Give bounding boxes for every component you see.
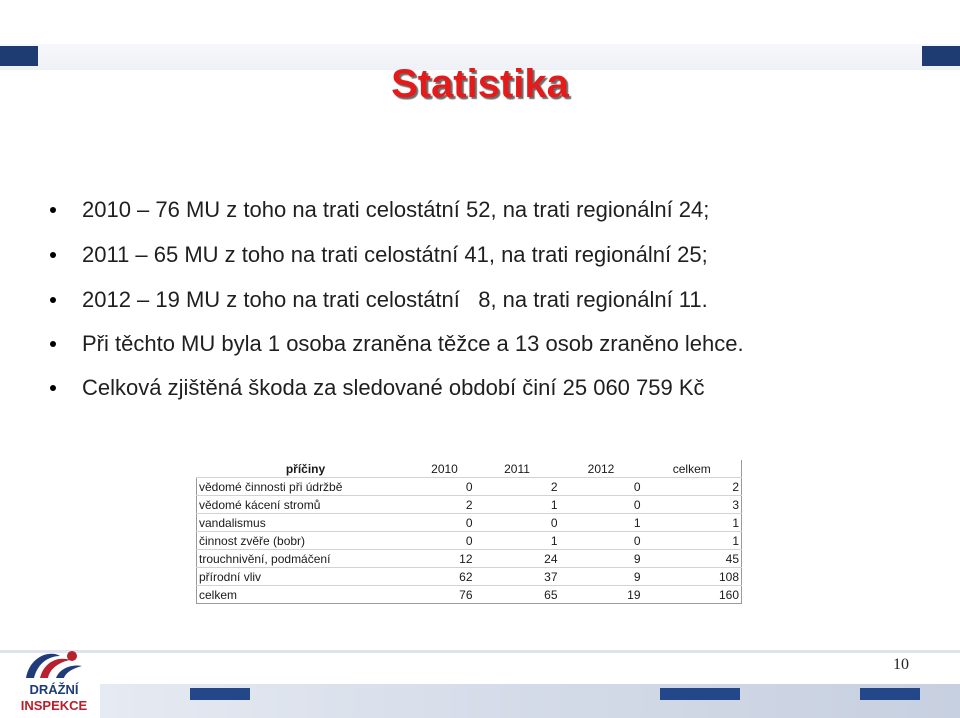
table-row	[197, 496, 742, 514]
slide-title: Statistika	[391, 62, 569, 106]
cell-value: 160	[643, 586, 742, 604]
table-row	[197, 532, 742, 550]
bullet-text: Při těchto MU byla 1 osoba zraněna těžce a 13 osob zraněno lehce.	[82, 331, 744, 356]
cell-value: 45	[643, 550, 742, 568]
column-header-2012: 2012	[560, 460, 643, 478]
bullet-dot-icon	[50, 207, 56, 213]
footer-divider	[0, 650, 960, 653]
cell-value: 24	[475, 550, 560, 568]
cell-value: 0	[415, 478, 475, 496]
cell-value: 2	[415, 496, 475, 514]
bullet-item	[50, 366, 744, 410]
cell-value: 62	[415, 568, 475, 586]
table-row	[197, 550, 742, 568]
cell-cause: přírodní vliv	[197, 568, 415, 586]
bullet-text: Celková zjištěná škoda za sledované období činí 25 060 759 Kč	[82, 375, 705, 400]
cell-value: 1	[475, 532, 560, 550]
logo-emblem-icon	[20, 648, 88, 682]
bullet-list	[50, 188, 744, 410]
cell-value: 1	[643, 532, 742, 550]
bullet-text: 2010 – 76 MU z toho na trati celostátní 52, na trati regionální 24;	[82, 197, 710, 222]
cell-cause: trouchnivění, podmáčení	[197, 550, 415, 568]
statistics-table	[196, 460, 742, 604]
bullet-text: 2012 – 19 MU z toho na trati celostátní 8, na trati regionální 11.	[82, 287, 708, 312]
cell-cause: vědomé kácení stromů	[197, 496, 415, 514]
cell-value: 0	[560, 496, 643, 514]
footer-decoration	[860, 688, 920, 700]
cell-cause: celkem	[197, 586, 415, 604]
bullet-item	[50, 188, 744, 232]
cell-value: 37	[475, 568, 560, 586]
footer-decoration	[190, 688, 250, 700]
column-header-total: celkem	[643, 460, 742, 478]
cell-value: 3	[643, 496, 742, 514]
cell-value: 12	[415, 550, 475, 568]
bullet-item	[50, 232, 744, 278]
cell-value: 0	[415, 514, 475, 532]
cell-value: 65	[475, 586, 560, 604]
cell-value: 0	[415, 532, 475, 550]
cell-value: 2	[643, 478, 742, 496]
footer-decoration	[660, 688, 740, 700]
cell-value: 108	[643, 568, 742, 586]
bullet-text: 2011 – 65 MU z toho na trati celostátní 41, na trati regionální 25;	[82, 242, 708, 267]
cell-value: 76	[415, 586, 475, 604]
table-header-row	[197, 460, 742, 478]
cell-value: 2	[475, 478, 560, 496]
footer-strip	[100, 684, 960, 718]
cell-value: 9	[560, 568, 643, 586]
table-row	[197, 568, 742, 586]
cell-value: 0	[560, 478, 643, 496]
bullet-dot-icon	[50, 252, 56, 258]
bullet-item	[50, 278, 744, 322]
bullet-dot-icon	[50, 385, 56, 391]
bullet-dot-icon	[50, 297, 56, 303]
cell-cause: vandalismus	[197, 514, 415, 532]
cell-value: 1	[560, 514, 643, 532]
cell-value: 1	[643, 514, 742, 532]
cell-cause: činnost zvěře (bobr)	[197, 532, 415, 550]
cell-value: 0	[560, 532, 643, 550]
page-number: 10	[893, 656, 909, 673]
logo-text-line1: DRÁŽNÍ	[29, 682, 79, 697]
logo-text-line2: INSPEKCE	[20, 698, 88, 713]
bullet-item	[50, 322, 744, 366]
cell-value: 19	[560, 586, 643, 604]
drazni-inspekce-logo	[16, 648, 92, 714]
bullet-dot-icon	[50, 341, 56, 347]
column-header-cause: příčiny	[197, 460, 415, 478]
cell-value: 1	[475, 496, 560, 514]
column-header-2011: 2011	[475, 460, 560, 478]
table-row	[197, 514, 742, 532]
cell-value: 9	[560, 550, 643, 568]
cell-value: 0	[475, 514, 560, 532]
table-total-row	[197, 586, 742, 604]
table-row	[197, 478, 742, 496]
cell-cause: vědomé činnosti při údržbě	[197, 478, 415, 496]
column-header-2010: 2010	[415, 460, 475, 478]
